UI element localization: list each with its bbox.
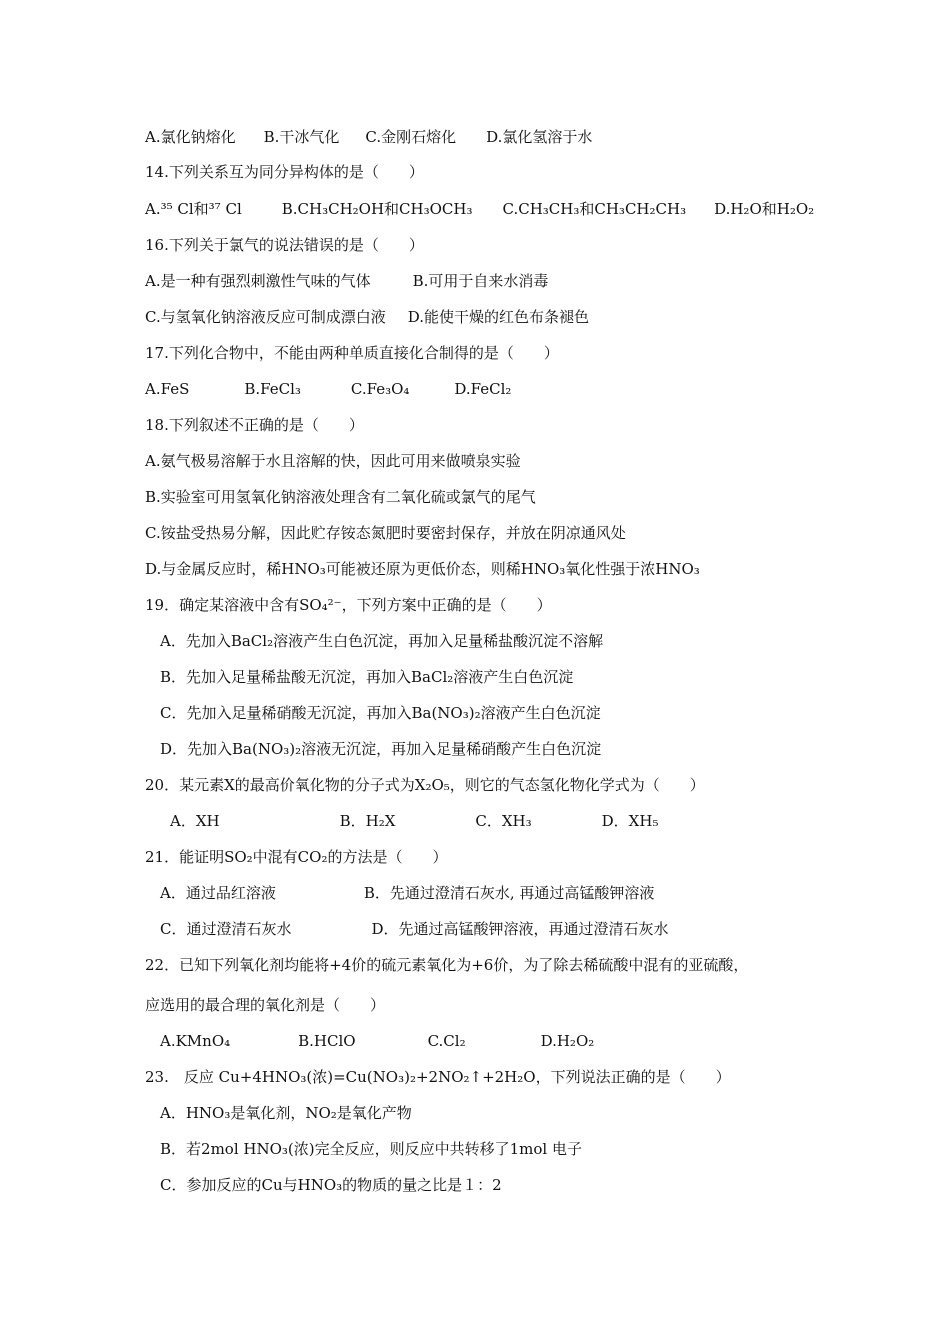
text-segment: B．先加入足量稀盐酸无沉淀，再加入BaCl₂溶液产生白色沉淀 xyxy=(160,668,574,686)
text-segment: C.铵盐受热易分解，因此贮存铵态氮肥时要密封保存，并放在阴凉通风处 xyxy=(145,524,626,542)
text-line-l22 xyxy=(160,883,654,903)
text-segment: B．若2mol HNO₃(浓)完全反应，则反应中共转移了1mol 电子 xyxy=(160,1140,582,1158)
text-segment: A.氨气极易溶解于水且溶解的快，因此可用来做喷泉实验 xyxy=(145,452,521,470)
text-segment: 应选用的最合理的氧化剂是（ ） xyxy=(145,996,386,1014)
text-segment: D.H₂O₂ xyxy=(540,1032,595,1050)
text-segment: A.FeS xyxy=(145,380,190,398)
text-segment: D.与金属反应时，稀HNO₃可能被还原为更低价态，则稀HNO₃氧化性强于浓HNO₃ xyxy=(145,560,700,578)
text-segment: C.Fe₃O₄ xyxy=(350,380,410,398)
text-line-l15 xyxy=(160,631,603,651)
text-line-l21 xyxy=(145,847,447,867)
text-segment: B.可用于自来水消毒 xyxy=(412,272,549,290)
text-segment: 17.下列化合物中，不能由两种单质直接化合制得的是（ ） xyxy=(145,344,559,362)
text-segment: B．H₂X xyxy=(339,812,396,830)
text-line-l19 xyxy=(145,775,705,795)
text-segment: D．XH₅ xyxy=(601,812,659,830)
text-segment: 14.下列关系互为同分异构体的是（ ） xyxy=(145,163,424,181)
text-segment: 19．确定某溶液中含有SO₄²⁻，下列方案中正确的是（ ） xyxy=(145,596,552,614)
text-segment: A.KMnO₄ xyxy=(160,1032,231,1050)
text-segment: B.CH₃CH₂OH和CH₃OCH₃ xyxy=(281,200,473,218)
text-segment: A．XH xyxy=(170,812,220,830)
text-line-l10 xyxy=(145,451,521,471)
text-segment: D．先通过高锰酸钾溶液，再通过澄清石灰水 xyxy=(371,920,669,938)
text-line-l2 xyxy=(145,162,424,182)
text-line-l1 xyxy=(145,127,592,147)
text-line-l24 xyxy=(145,955,748,975)
text-line-l26 xyxy=(160,1031,594,1051)
text-segment: C.CH₃CH₃和CH₃CH₂CH₃ xyxy=(502,200,687,218)
text-segment: C.金刚石熔化 xyxy=(365,128,457,146)
text-segment: C．通过澄清石灰水 xyxy=(160,920,292,938)
text-segment: B.HClO xyxy=(298,1032,356,1050)
text-line-l8 xyxy=(145,379,511,399)
text-segment: B.FeCl₃ xyxy=(244,380,301,398)
text-line-l27 xyxy=(145,1067,731,1087)
text-line-l28 xyxy=(160,1103,412,1123)
text-segment: 22．已知下列氧化剂均能将+4价的硫元素氧化为+6价，为了除去稀硫酸中混有的亚硫酸， xyxy=(145,956,749,974)
text-line-l30 xyxy=(160,1175,502,1195)
text-segment: 21．能证明SO₂中混有CO₂的方法是（ ） xyxy=(145,848,448,866)
text-segment: B．先通过澄清石灰水, 再通过高锰酸钾溶液 xyxy=(363,884,655,902)
text-segment: 20．某元素X的最高价氧化物的分子式为X₂O₅，则它的气态氢化物化学式为（ ） xyxy=(145,776,705,794)
text-segment: C．XH₃ xyxy=(475,812,532,830)
text-segment: A.是一种有强烈刺激性气味的气体 xyxy=(145,272,371,290)
text-line-l29 xyxy=(160,1139,582,1159)
text-segment: C.与氢氧化钠溶液反应可制成漂白液 xyxy=(145,308,386,326)
text-segment: C．参加反应的Cu与HNO₃的物质的量之比是１：2 xyxy=(160,1176,502,1194)
text-segment: A.³⁵ Cl和³⁷ Cl xyxy=(145,200,242,218)
text-segment: D.能使干燥的红色布条褪色 xyxy=(407,308,589,326)
text-line-l5 xyxy=(145,271,548,291)
text-line-l25 xyxy=(145,995,385,1015)
text-segment: D.FeCl₂ xyxy=(454,380,512,398)
text-segment: B.干冰气化 xyxy=(263,128,340,146)
text-segment: A.氯化钠熔化 xyxy=(145,128,236,146)
text-line-l13 xyxy=(145,559,700,579)
text-segment: A．HNO₃是氧化剂，NO₂是氧化产物 xyxy=(160,1104,412,1122)
text-segment: A．先加入BaCl₂溶液产生白色沉淀，再加入足量稀盐酸沉淀不溶解 xyxy=(160,632,604,650)
text-line-l12 xyxy=(145,523,626,543)
text-line-l9 xyxy=(145,415,364,435)
text-segment: D．先加入Ba(NO₃)₂溶液无沉淀，再加入足量稀硝酸产生白色沉淀 xyxy=(160,740,602,758)
text-segment: D.H₂O和H₂O₂ xyxy=(714,200,815,218)
text-line-l16 xyxy=(160,667,573,687)
text-segment: A．通过品红溶液 xyxy=(160,884,276,902)
text-line-l3 xyxy=(145,199,814,219)
text-segment: 16.下列关于氯气的说法错误的是（ ） xyxy=(145,236,424,254)
text-segment: 18.下列叙述不正确的是（ ） xyxy=(145,416,364,434)
text-segment: 23. 反应 Cu+4HNO₃(浓)=Cu(NO₃)₂+2NO₂↑+2H₂O，下列说法正确的是（ ） xyxy=(145,1068,731,1086)
text-line-l20 xyxy=(170,811,658,831)
text-line-l7 xyxy=(145,343,559,363)
text-line-l14 xyxy=(145,595,552,615)
text-segment: C．先加入足量稀硝酸无沉淀，再加入Ba(NO₃)₂溶液产生白色沉淀 xyxy=(160,704,601,722)
text-segment: B.实验室可用氢氧化钠溶液处理含有二氧化硫或氯气的尾气 xyxy=(145,488,536,506)
text-line-l17 xyxy=(160,703,601,723)
text-segment: D.氯化氢溶于水 xyxy=(486,128,593,146)
text-line-l6 xyxy=(145,307,589,327)
text-line-l23 xyxy=(160,919,669,939)
text-line-l4 xyxy=(145,235,424,255)
text-segment: C.Cl₂ xyxy=(427,1032,466,1050)
text-line-l18 xyxy=(160,739,601,759)
text-line-l11 xyxy=(145,487,536,507)
